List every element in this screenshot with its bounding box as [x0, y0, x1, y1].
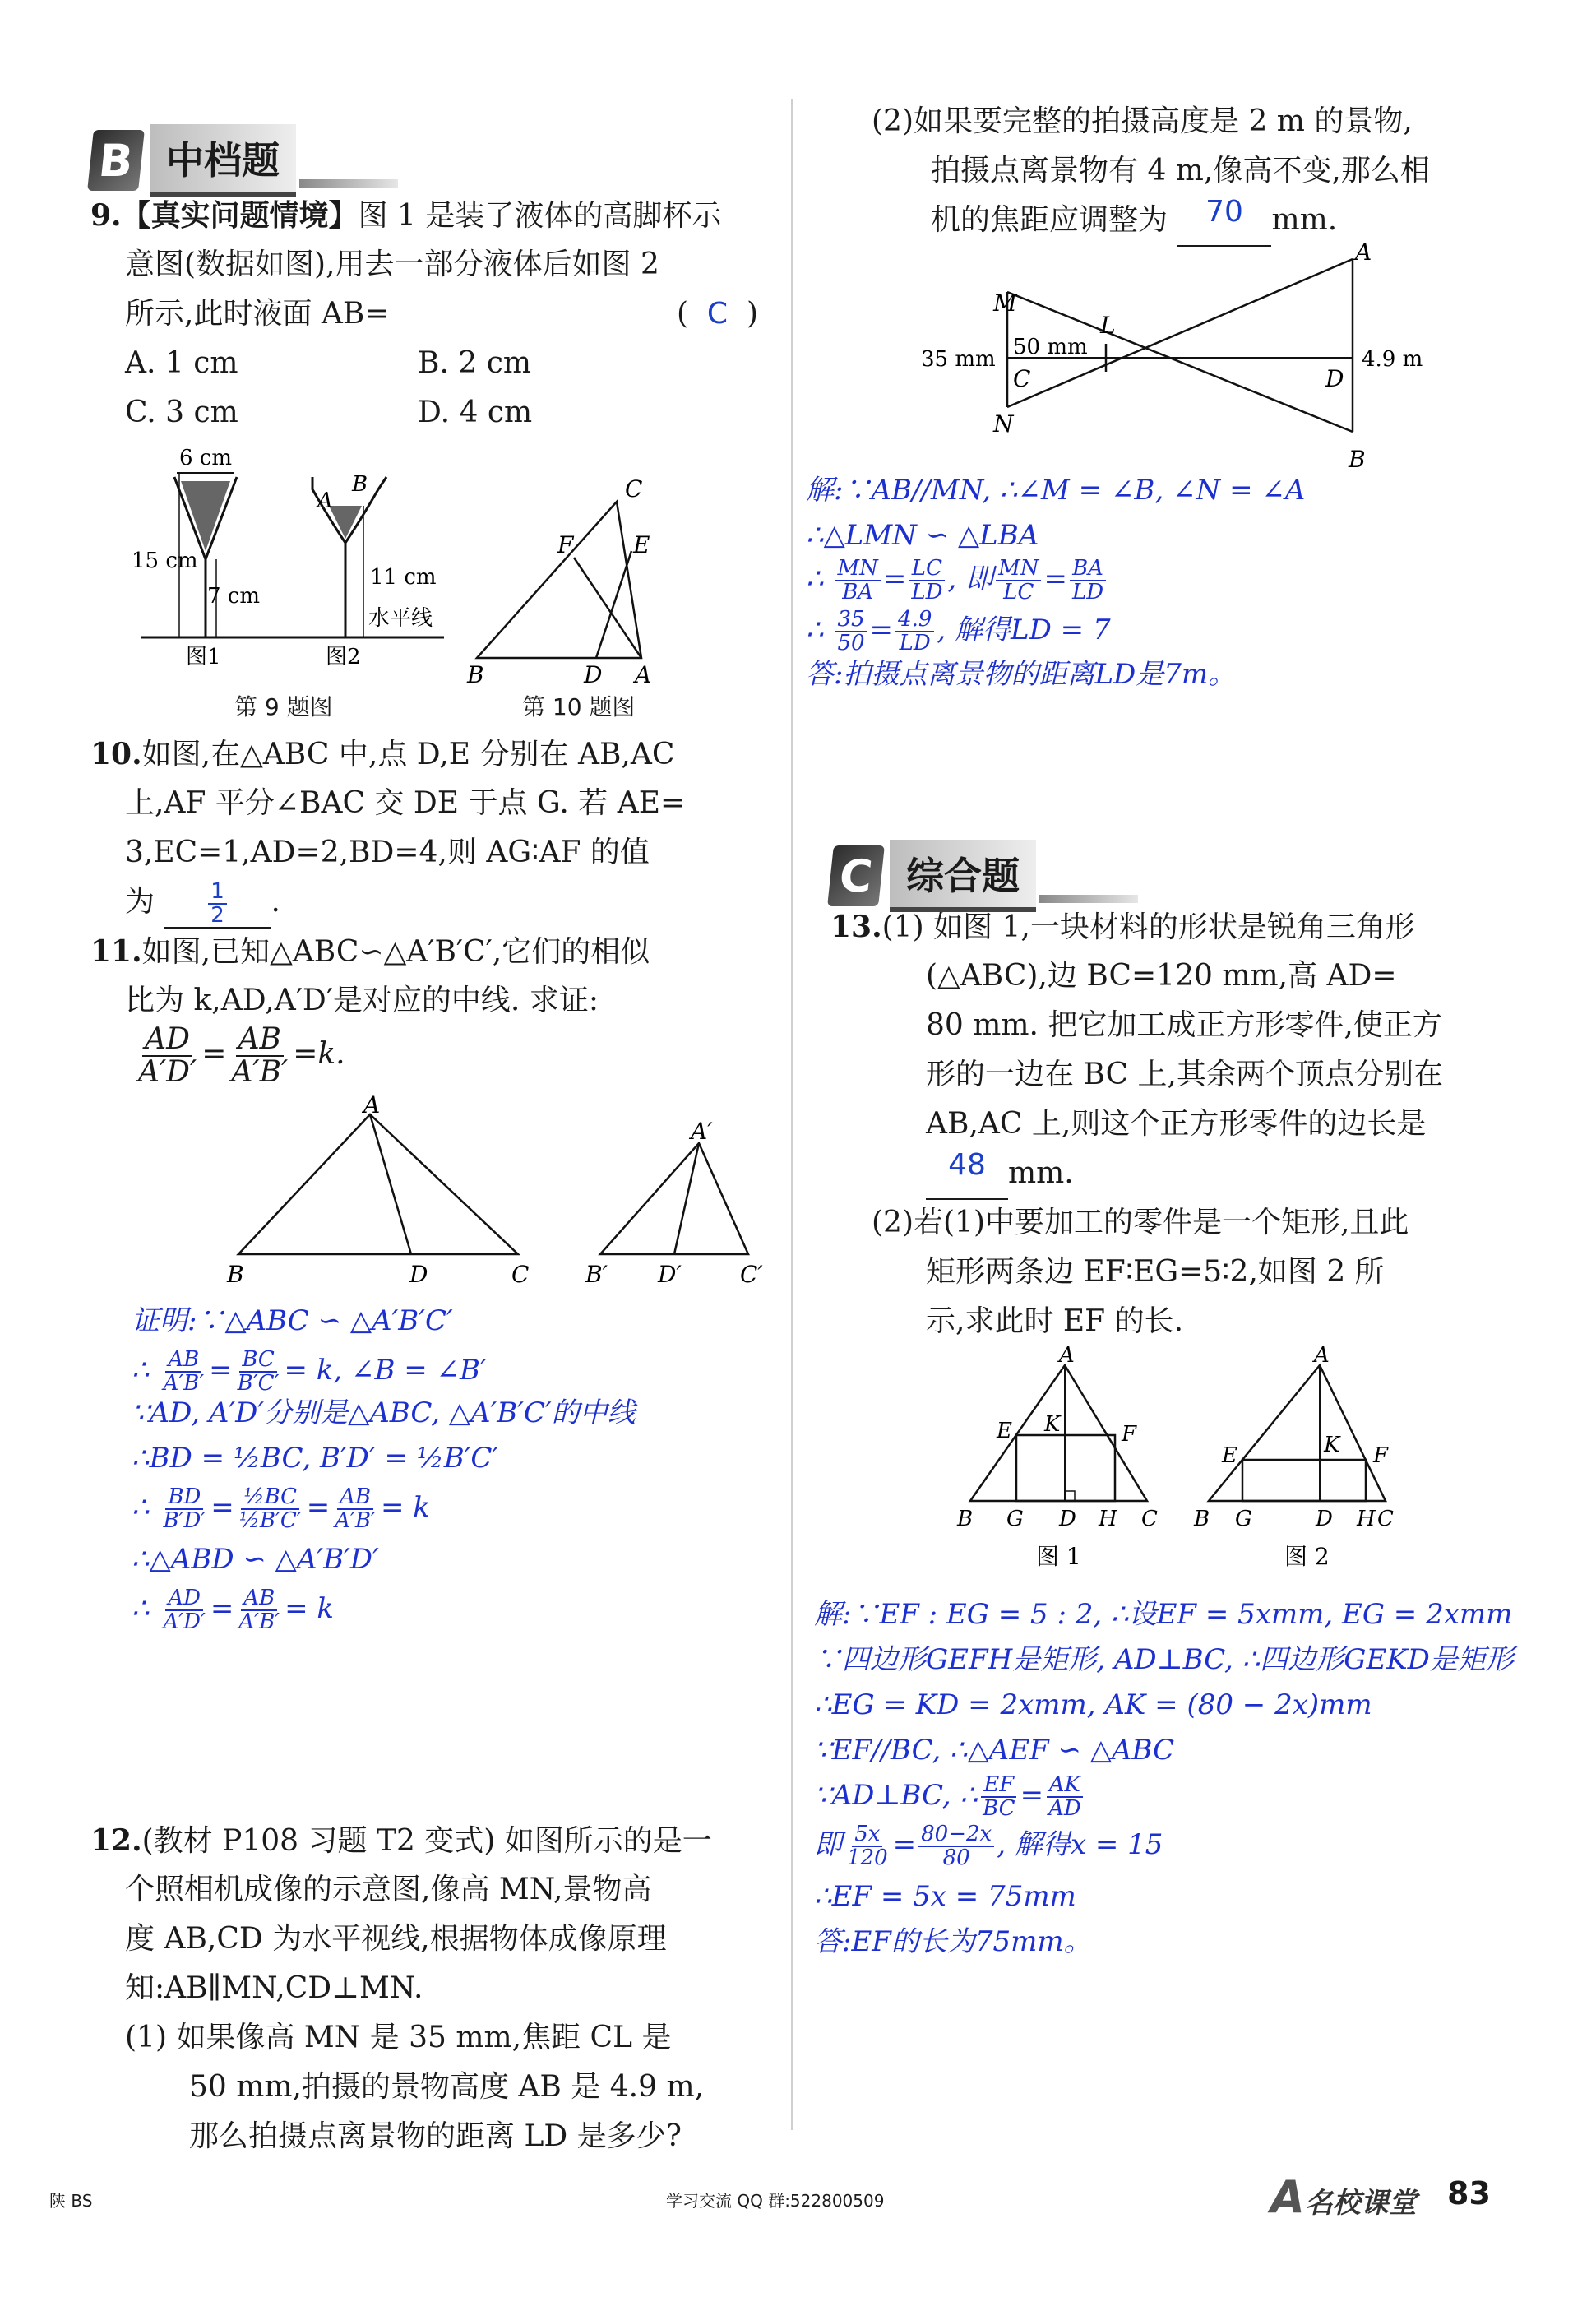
q13-sol-l5-d1: BC: [983, 1796, 1015, 1821]
q12-line3: 度 AB,CD 为水平视线,根据物体成像原理: [125, 1922, 667, 1956]
q9-option-d: D. 4 cm: [418, 396, 533, 429]
q13-sol-l5-prefix: ∵AD⊥BC, ∴: [814, 1779, 978, 1812]
q11-label-c2: C′: [740, 1261, 763, 1288]
q11-label-b2: B′: [585, 1261, 608, 1288]
q12-sol-l4-tail: , 解得LD = 7: [937, 614, 1111, 646]
q11-proof-l5-n3: AB: [337, 1486, 373, 1510]
q9-cup2-liquid: [329, 506, 362, 539]
q11-proof-line2: [132, 1347, 487, 1395]
q10-answer-denominator: 2: [210, 903, 224, 928]
q9-label-b: B: [352, 472, 368, 497]
q9-line1: [90, 191, 721, 241]
q13-fig2-label-c: C: [1377, 1507, 1394, 1531]
q9-figure: [82, 440, 460, 678]
q11-eq-n2: AB: [236, 1024, 284, 1057]
q12-sol-l4-n2: 4.9: [895, 609, 934, 632]
q12-label-4-9m: 4.9 m: [1362, 347, 1423, 372]
q13-sol-line3: ∴EG = KD = 2xmm, AK = (80 − 2x)mm: [814, 1688, 1372, 1721]
q11-label-a: A: [363, 1091, 381, 1118]
q11-proof-l7-therefore: ∴: [132, 1592, 150, 1625]
q9-label-fig2: 图2: [326, 645, 361, 669]
q11-proof-l2-d2: B′C′: [237, 1371, 280, 1396]
q12-label-d: D: [1325, 365, 1344, 392]
q11-equation: [133, 1024, 345, 1088]
q13-fig2-triangle: [1209, 1365, 1386, 1501]
q11-figure: [214, 1091, 789, 1291]
q11-proof-l5-d2: ½B′C′: [238, 1508, 302, 1533]
q10-label-c: C: [625, 475, 643, 502]
q13-line3: 80 mm. 把它加工成正方形零件,使正方: [926, 1008, 1442, 1042]
q12-part2-answer: 70: [1205, 195, 1243, 229]
q13-fig1-label-b: B: [957, 1507, 974, 1531]
q13-fig2-label-h: H: [1357, 1507, 1376, 1531]
q11-proof-line1: 证明:∵△ABC ∽ △A′B′C′: [132, 1304, 453, 1337]
q12-sol-l3-d1: BA: [842, 580, 874, 604]
q13-line4: 形的一边在 BC 上,其余两个顶点分别在: [926, 1058, 1443, 1091]
q13-answer1-blank: [926, 1149, 1008, 1200]
q13-line2: (△ABC),边 BC=120 mm,高 AD=: [926, 959, 1397, 993]
q12-sol-line3: [806, 556, 1108, 604]
q13-answer1: 48: [948, 1148, 986, 1182]
q9-label-fig1: 图1: [186, 645, 221, 669]
q11-label-c: C: [511, 1261, 530, 1288]
q11-proof-line3: ∵AD, A′D′分别是△ABC, △A′B′C′的中线: [132, 1396, 636, 1429]
q11-proof-l5-tail: = k: [380, 1491, 430, 1524]
q10-answer: [208, 878, 227, 928]
q12-sol-l4-eq: =: [869, 614, 894, 646]
q12-sol-l3-n3: MN: [996, 558, 1041, 581]
q12-part2-line2: 拍摄点离景物有 4 m,像高不变,那么相: [931, 154, 1430, 188]
q11-label-d2: D′: [658, 1261, 682, 1288]
q12-sol-l4-d1: 50: [837, 631, 865, 655]
q9-line3: [125, 289, 758, 339]
q13-fig2-label-d: D: [1316, 1507, 1333, 1531]
q9-text3: 所示,此时液面 AB=: [125, 297, 390, 331]
q12-sol-line4: [806, 607, 1111, 655]
q13-sol-l5-d2: AD: [1048, 1796, 1081, 1821]
q11-proof-line5: [132, 1484, 430, 1532]
q11-proof-l7-d1: A′D′: [163, 1609, 206, 1634]
q13-sol-l6-n2: 80−2x: [918, 1823, 994, 1847]
q13-sol-l6-n1: 5x: [852, 1823, 882, 1847]
q12-figure: [921, 239, 1497, 473]
q11-proof-l2-eq: =: [209, 1354, 233, 1387]
q11-label-a2: A′: [691, 1118, 713, 1145]
q11-proof-l5-eq2: =: [306, 1491, 331, 1524]
q13-fig1-label-d: D: [1059, 1507, 1076, 1531]
q12-label-n: N: [993, 410, 1014, 438]
q10-line2: 上,AF 平分∠BAC 交 DE 于点 G. 若 AE=: [125, 786, 686, 820]
q13-part2-line1: (2)若(1)中要加工的零件是一个矩形,且此: [872, 1206, 1409, 1239]
q12-label-b: B: [1349, 446, 1366, 473]
q11-eq-n1: AD: [142, 1024, 192, 1057]
q11-proof-line4: ∴BD = ½BC, B′D′ = ½B′C′: [132, 1442, 499, 1475]
q13-sol-line8: 答:EF的长为75mm。: [814, 1925, 1092, 1958]
q13-fig2-label-f: F: [1373, 1443, 1389, 1468]
q11-proof-l7-d2: A′B′: [238, 1609, 280, 1634]
q11-eq-d1: A′D′: [138, 1054, 197, 1089]
q12-part1-line1: (1) 如果像高 MN 是 35 mm,焦距 CL 是: [125, 2021, 672, 2054]
q9-text1: 图 1 是装了液体的高脚杯示: [358, 199, 722, 233]
q12-part2-line3: [931, 196, 1337, 247]
q11-proof-line7: [132, 1586, 334, 1633]
q11-line2: 比为 k,AD,A′D′是对应的中线. 求证:: [125, 984, 599, 1017]
q13-fig2-label-b: B: [1194, 1507, 1210, 1531]
q12-sol-l3-n1: MN: [835, 558, 880, 581]
q10-text1: 如图,在△ABC 中,点 D,E 分别在 AB,AC: [141, 738, 675, 771]
q12-part1-line3: 那么拍摄点离景物的距离 LD 是多少?: [189, 2119, 682, 2153]
q12-label-l: L: [1100, 312, 1116, 339]
q11-proof-l7-n1: AD: [165, 1587, 203, 1611]
q11-triangle-abc: [238, 1114, 518, 1254]
q13-fig2-label-a: A: [1314, 1343, 1330, 1368]
q12-sol-line2: ∴△LMN ∽ △LBA: [806, 519, 1039, 552]
q10-segment-de: [596, 551, 631, 658]
q9-number: 9.: [90, 198, 122, 233]
q10-segment-af: [574, 558, 641, 658]
q13-line1: [830, 902, 1415, 952]
q10-text4: 为: [125, 885, 155, 919]
q13-unit1: mm.: [1008, 1156, 1074, 1190]
q11-proof-l5-d3: A′B′: [335, 1508, 376, 1533]
q10-label-b: B: [467, 661, 484, 688]
section-b-header: [90, 123, 398, 197]
footer-edition: 陕 BS: [49, 2191, 93, 2211]
q9-tag: 【真实问题情境】: [121, 198, 359, 233]
q13-line5: AB,AC 上,则这个正方形零件的边长是: [926, 1107, 1427, 1141]
q13-sol-l5-eq: =: [1020, 1779, 1044, 1812]
q12-part2-answer-blank: [1177, 196, 1271, 247]
q13-fig2-label-g: G: [1235, 1507, 1252, 1531]
q12-ray-mb: [1007, 292, 1353, 432]
q12-sol-l3-n2: LC: [909, 558, 945, 581]
q12-part2-text3: 机的焦距应调整为: [931, 203, 1168, 237]
q12-sol-line5: 答:拍摄点离景物的距离LD是7m。: [806, 658, 1237, 691]
q9-answer-bracket: ( C ): [676, 297, 758, 331]
q12-line4: 知:AB∥MN,CD⊥MN.: [125, 1971, 423, 2005]
q10-triangle-abc: [477, 502, 641, 658]
q11-proof-l2-therefore: ∴: [132, 1354, 150, 1387]
q13-fig1-label-k: K: [1044, 1412, 1061, 1437]
q13-sol-line4: ∵EF//BC, ∴△AEF ∽ △ABC: [814, 1734, 1175, 1767]
q11-proof-l5-n1: BD: [165, 1486, 203, 1510]
q13-fig1-label-c: C: [1141, 1507, 1158, 1531]
q13-fig1-label-e: E: [997, 1419, 1012, 1443]
q11-triangle-a2b2c2: [600, 1143, 748, 1254]
q12-sol-l3-n4: BA: [1070, 558, 1106, 581]
q13-line6: [926, 1149, 1074, 1200]
q13-sol-l6-prefix: 即: [814, 1828, 842, 1861]
q12-line2: 个照相机成像的示意图,像高 MN,景物高: [125, 1873, 652, 1906]
q10-number: 10.: [90, 737, 142, 771]
q10-line4: [125, 878, 280, 929]
q11-proof-l5-n2: ½BC: [241, 1486, 299, 1510]
footer-qq-group: 学习交流 QQ 群:522800509: [666, 2191, 885, 2211]
q13-sol-l6-d2: 80: [942, 1846, 970, 1870]
q11-median-a2d2: [674, 1143, 699, 1254]
q10-label-d: D: [584, 661, 603, 688]
q10-label-f: F: [557, 531, 574, 558]
q13-fig2-caption: 图 2: [1284, 1543, 1330, 1570]
footer-brand-logo: [1270, 2171, 1417, 2223]
q11-proof-l7-n2: AB: [241, 1587, 277, 1611]
column-divider: [791, 99, 793, 2130]
q11-proof-l7-tail: = k: [285, 1592, 334, 1625]
q12-line1: [90, 1816, 712, 1866]
q12-sol-l3-therefore: ∴: [806, 563, 824, 595]
q12-part2-unit: mm.: [1271, 203, 1338, 237]
q12-sol-l3-d2: LD: [911, 580, 943, 604]
q13-sol-l5-n1: EF: [981, 1774, 1016, 1798]
q13-sol-line1: 解:∵EF : EG = 5 : 2, ∴设EF = 5xmm, EG = 2xmm: [814, 1598, 1513, 1631]
q10-line1: [90, 729, 674, 780]
footer-brand: 名校课堂: [1304, 2187, 1417, 2220]
q13-fig1-label-a: A: [1059, 1343, 1075, 1368]
q10-figure: [460, 469, 789, 688]
q10-label-e: E: [633, 531, 650, 558]
q9-label-level: 水平线: [368, 606, 433, 631]
q13-sol-line7: ∴EF = 5x = 75mm: [814, 1880, 1076, 1913]
q10-answer-numerator: 1: [208, 881, 227, 905]
q12-sol-l3-d3: LC: [1003, 580, 1034, 604]
q12-part2-line1: (2)如果要完整的拍摄高度是 2 m 的景物,: [872, 104, 1413, 138]
q12-sol-l4-therefore: ∴: [806, 614, 824, 646]
section-b-title: 中档题: [150, 124, 296, 197]
q13-part2-line2: 矩形两条边 EF∶EG=5∶2,如图 2 所: [926, 1255, 1385, 1289]
q11-label-b: B: [227, 1261, 244, 1288]
q13-fig1-caption: 图 1: [1036, 1543, 1081, 1570]
q13-sol-line2: ∵四边形GEFH是矩形, AD⊥BC, ∴四边形GEKD是矩形: [814, 1643, 1514, 1676]
brand-a-icon: A: [1270, 2171, 1305, 2223]
q12-label-c: C: [1013, 365, 1031, 392]
q11-proof-l7-eq: =: [210, 1592, 234, 1625]
q12-sol-l4-n1: 35: [835, 609, 867, 632]
q13-fig2-label-k: K: [1324, 1433, 1340, 1457]
q11-eq-d2: A′B′: [231, 1054, 289, 1089]
q13-fig1-right-angle: [1065, 1491, 1075, 1501]
q9-label-6cm: 6 cm: [179, 446, 233, 470]
q10-line3: 3,EC=1,AD=2,BD=4,则 AG∶AF 的值: [125, 836, 650, 869]
q13-text1: (1) 如图 1,一块材料的形状是锐角三角形: [881, 910, 1415, 944]
q13-sol-line6: [814, 1822, 1163, 1869]
q13-sol-l6-eq: =: [892, 1828, 917, 1861]
section-c-title: 综合题: [890, 840, 1036, 912]
q13-fig1-label-h: H: [1099, 1507, 1117, 1531]
q11-proof-l2-n2: BC: [239, 1349, 276, 1373]
q9-answer: C: [706, 297, 729, 331]
page-number: 83: [1447, 2175, 1491, 2211]
q12-text1: (教材 P108 习题 T2 变式) 如图所示的是一: [141, 1824, 712, 1858]
q9-label-11cm: 11 cm: [370, 565, 437, 590]
q13-sol-l6-tail: , 解得x = 15: [997, 1828, 1163, 1861]
q12-part1-line2: 50 mm,拍摄的景物高度 AB 是 4.9 m,: [189, 2070, 705, 2104]
q9-option-b: B. 2 cm: [418, 346, 531, 380]
q13-figures: [954, 1343, 1497, 1571]
q12-sol-line1: 解:∵AB//MN, ∴∠M = ∠B, ∠N = ∠A: [806, 474, 1306, 507]
q13-number: 13.: [830, 910, 882, 944]
q11-text1: 如图,已知△ABC∽△A′B′C′,它们的相似: [141, 935, 650, 969]
q12-ray-na: [1007, 259, 1353, 407]
q13-part2-line3: 示,求此时 EF 的长.: [926, 1304, 1184, 1338]
q11-proof-l2-n1: AB: [165, 1349, 201, 1373]
q13-fig2-label-e: E: [1222, 1443, 1237, 1468]
q13-sol-l5-n2: AK: [1047, 1774, 1083, 1798]
q11-proof-l2-tail: = k, ∠B = ∠B′: [284, 1354, 487, 1387]
q11-proof-l5-d1: B′D′: [163, 1508, 206, 1533]
q10-period: .: [271, 885, 280, 919]
q10-label-a: A: [635, 661, 652, 688]
q9-label-a: A: [317, 489, 333, 513]
q9-label-15cm: 15 cm: [132, 549, 198, 573]
section-b-badge: B: [87, 130, 145, 191]
q11-median-ad: [370, 1114, 411, 1254]
q12-label-m: M: [993, 289, 1017, 317]
q11-label-d: D: [409, 1261, 428, 1288]
q12-sol-l3-eq: =: [882, 563, 907, 595]
q13-fig2-rectangle: [1242, 1460, 1366, 1501]
q9-line2: 意图(数据如图),用去一部分液体后如图 2: [125, 248, 659, 281]
q12-sol-l4-d2: LD: [899, 631, 931, 655]
q11-eq-tail: =k.: [293, 1036, 345, 1071]
q12-number: 12.: [90, 1823, 142, 1858]
q13-sol-l6-d1: 120: [847, 1846, 888, 1870]
q9-option-a: A. 1 cm: [125, 346, 238, 380]
q12-label-35mm: 35 mm: [921, 347, 996, 372]
q10-caption: 第 10 题图: [522, 693, 636, 720]
q9-label-7cm: 7 cm: [207, 584, 261, 609]
q13-sol-line5: [814, 1772, 1086, 1820]
q12-sol-l3-mid: , 即: [947, 563, 994, 595]
section-c-badge: C: [827, 845, 885, 906]
q13-fig1-label-g: G: [1006, 1507, 1024, 1531]
q9-caption: 第 9 题图: [234, 693, 333, 720]
q13-fig1-label-f: F: [1122, 1422, 1137, 1447]
q11-proof-l5-therefore: ∴: [132, 1491, 150, 1524]
q9-option-c: C. 3 cm: [125, 396, 238, 429]
q11-proof-l5-eq: =: [210, 1491, 234, 1524]
q12-label-a: A: [1355, 239, 1372, 266]
q12-sol-l3-d4: LD: [1071, 580, 1104, 604]
q11-eq-sign: =: [201, 1036, 227, 1071]
section-b-decoration: [299, 179, 398, 188]
q12-sol-l3-eq2: =: [1043, 563, 1067, 595]
q11-proof-line6: ∴△ABD ∽ △A′B′D′: [132, 1543, 379, 1576]
q10-answer-blank: [164, 878, 271, 929]
q11-line1: [90, 927, 650, 977]
q11-number: 11.: [90, 934, 142, 969]
q11-proof-l2-d1: A′B′: [163, 1371, 205, 1396]
q12-label-50mm: 50 mm: [1013, 335, 1088, 359]
